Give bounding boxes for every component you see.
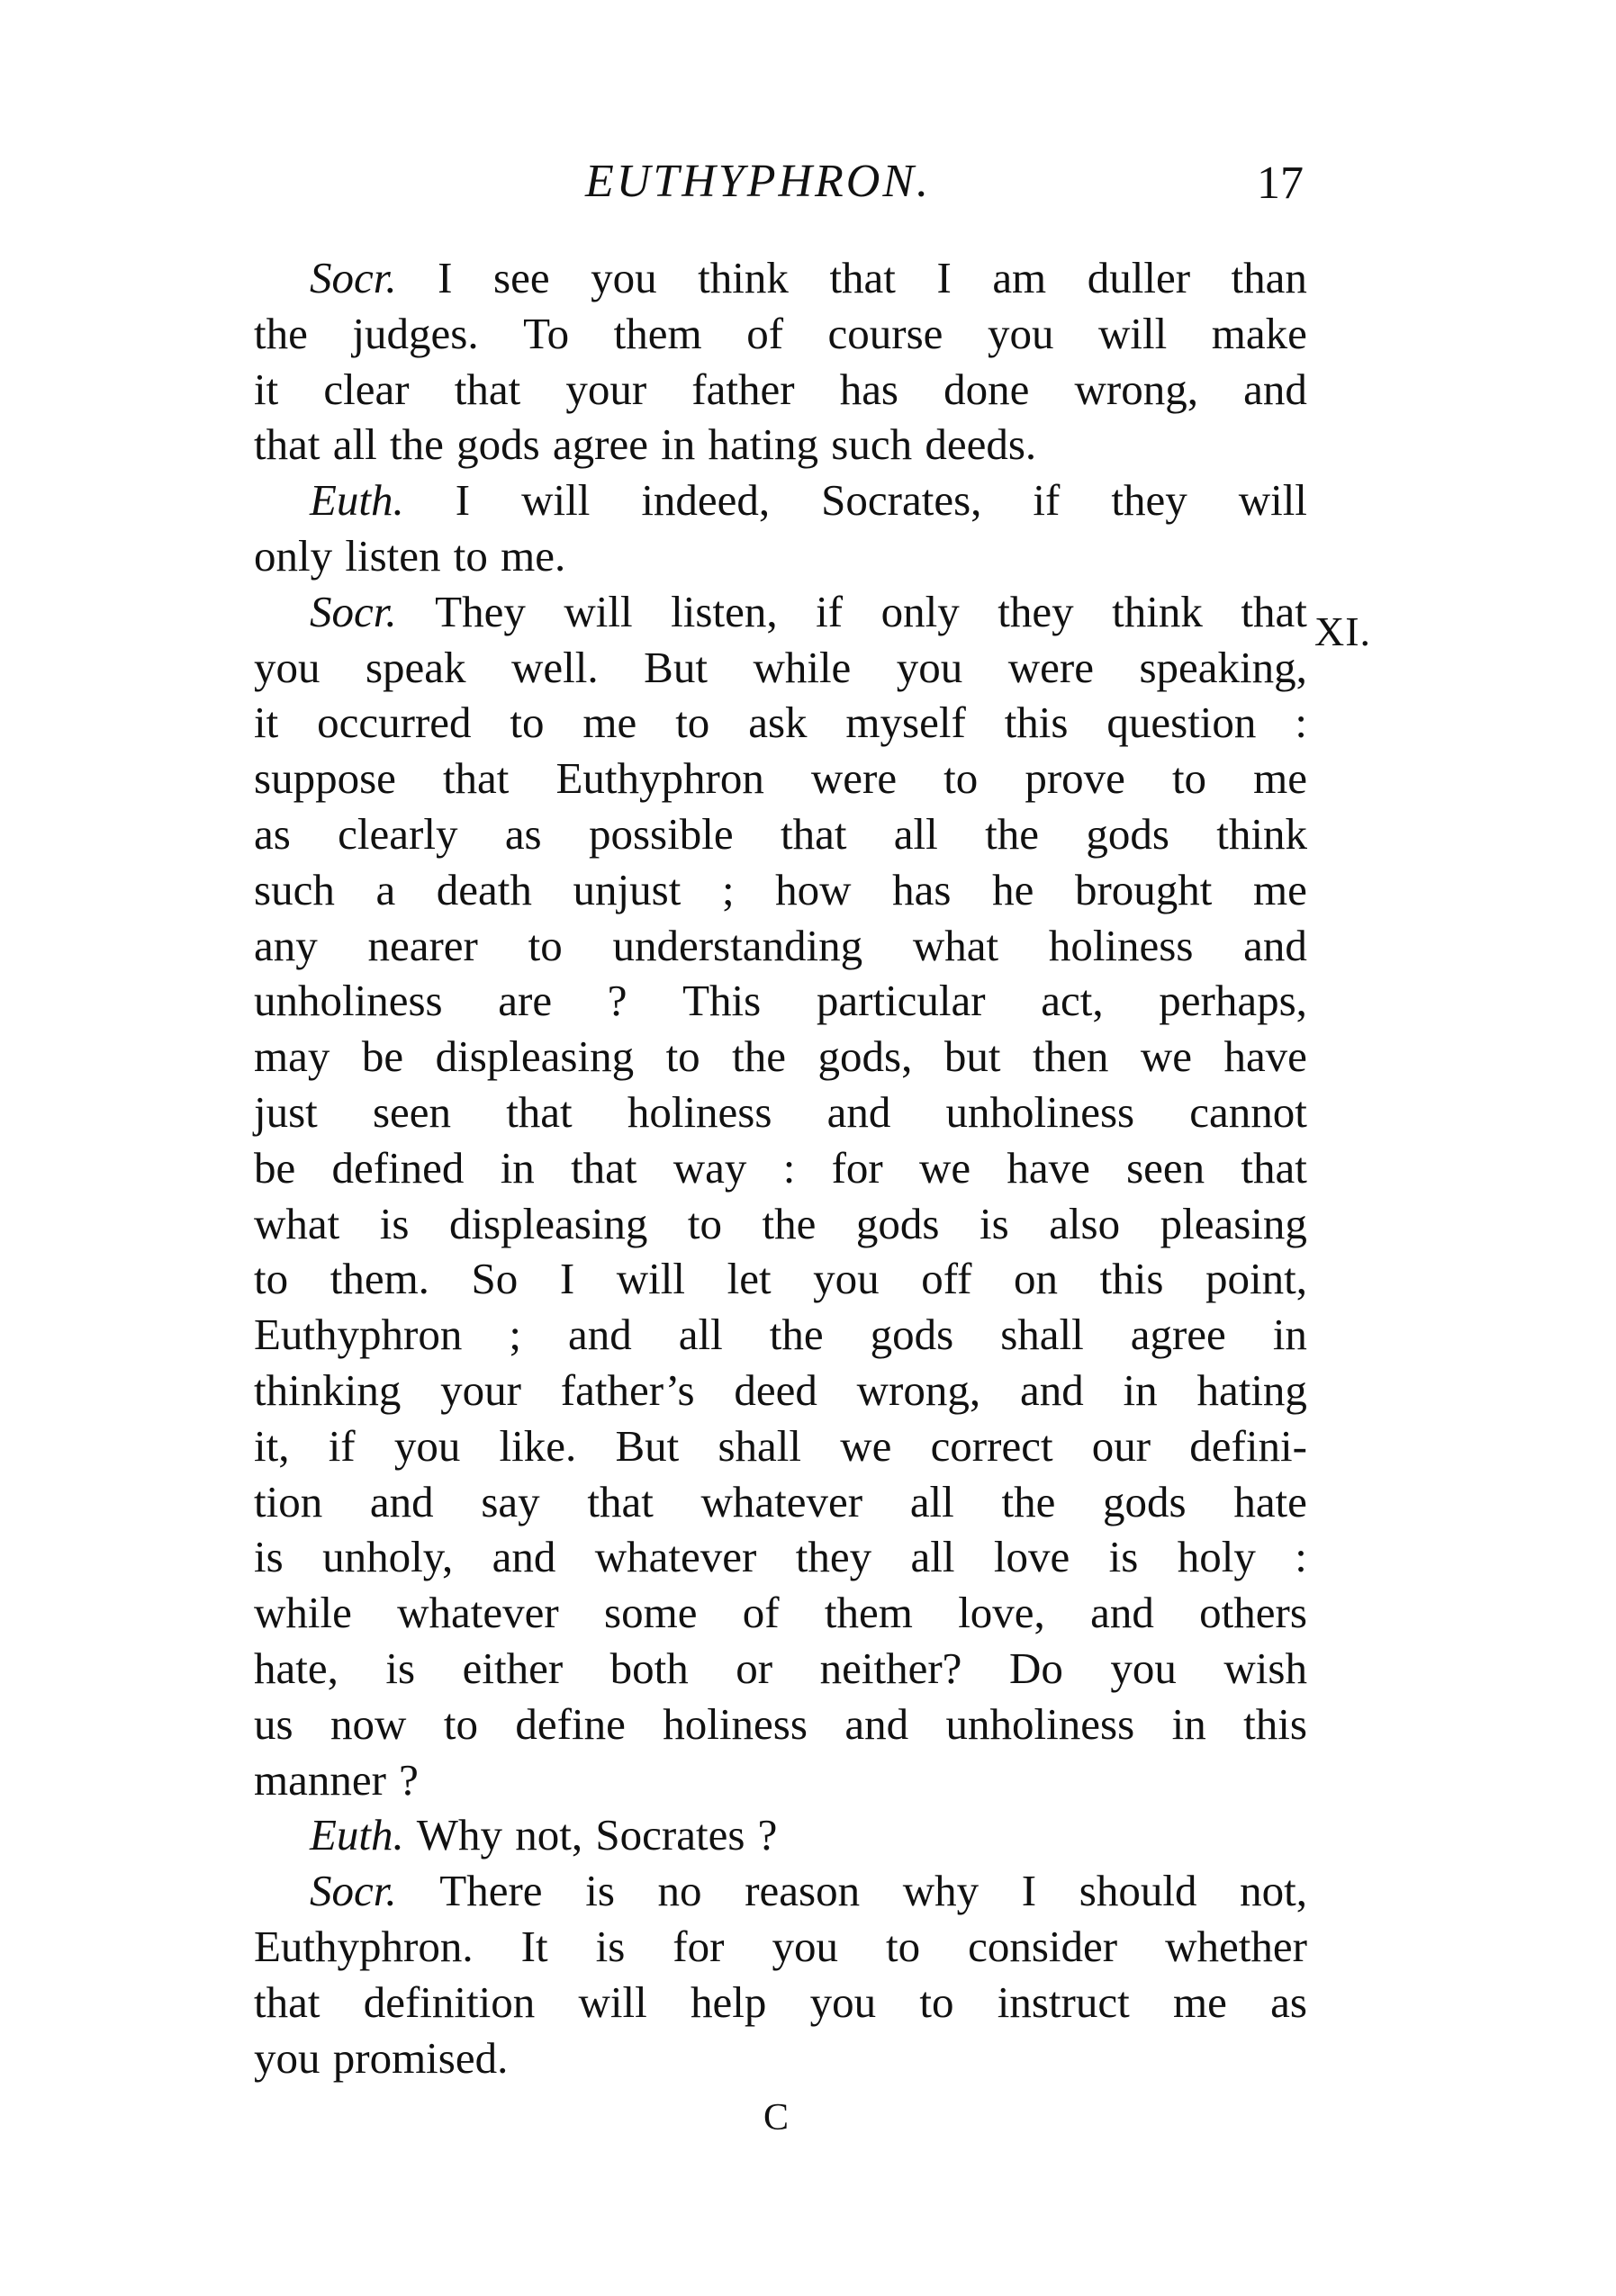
text-line: such a death unjust ; how has he brought me xyxy=(254,864,1307,914)
text-line: us now to define holiness and unholiness in this xyxy=(254,1698,1307,1749)
text-line: unholiness are ? This particular act, perhaps, xyxy=(254,976,1307,1026)
running-head: EUTHYPHRON. xyxy=(585,156,932,207)
text-line: Socr. I see you think that I am duller than xyxy=(254,250,1307,306)
speaker-label: Socr. xyxy=(310,1866,397,1916)
text-line: it occurred to me to ask myself this question : xyxy=(254,698,1307,748)
text-line: it clear that your father has done wrong, and xyxy=(254,364,1307,414)
text-line: what is displeasing to the gods is also pleasing xyxy=(254,1198,1307,1248)
text-line xyxy=(254,2030,1307,2086)
text-line: while whatever some of them love, and others xyxy=(254,1588,1307,1638)
text-line: thinking your father’s deed wrong, and in hating xyxy=(254,1364,1307,1415)
line-text: you promised. xyxy=(254,2032,509,2083)
text-line: to them. So I will let you off on this point, xyxy=(254,1254,1307,1304)
text-line: Euthyphron ; and all the gods shall agree in xyxy=(254,1310,1307,1360)
text-line: Socr. There is no reason why I should not, xyxy=(254,1863,1307,1919)
text-line: be defined in that way : for we have seen that xyxy=(254,1142,1307,1193)
page-number: 17 xyxy=(1257,158,1304,209)
dialogue-text xyxy=(254,250,1307,2085)
text-line: just seen that holiness and unholiness cannot xyxy=(254,1086,1307,1137)
text-line: hate, is either both or neither? Do you wish xyxy=(254,1643,1307,1693)
text-line: you speak well. But while you were speaking, xyxy=(254,642,1307,692)
text-line xyxy=(254,528,1307,584)
text-line: tion and say that whatever all the gods hate xyxy=(254,1476,1307,1526)
text-line: as clearly as possible that all the gods think xyxy=(254,808,1307,859)
text-line: is unholy, and whatever they all love is holy : xyxy=(254,1532,1307,1582)
speaker-label: Socr. xyxy=(310,586,397,636)
speaker-label: Socr. xyxy=(310,253,397,302)
text-line: may be displeasing to the gods, but then we have xyxy=(254,1031,1307,1082)
text-line: suppose that Euthyphron were to prove to me xyxy=(254,753,1307,804)
speaker-label: Euth. xyxy=(310,1810,404,1860)
text-line: the judges. To them of course you will make xyxy=(254,308,1307,358)
line-text: manner ? xyxy=(254,1754,419,1805)
text-line: Euth. I will indeed, Socrates, if they will xyxy=(254,473,1307,528)
text-line xyxy=(254,1752,1307,1808)
text-line: any nearer to understanding what holiness and xyxy=(254,920,1307,970)
text-line xyxy=(254,1807,1307,1863)
text-line: that definition will help you to instruct me as xyxy=(254,1976,1307,2027)
text-line: Euthyphron. It is for you to consider whether xyxy=(254,1921,1307,1971)
text-line: Socr. They will listen, if only they think that xyxy=(254,584,1307,640)
speaker-label: Euth. xyxy=(310,475,404,526)
signature-mark: C xyxy=(763,2097,791,2138)
section-marker: XI. xyxy=(1314,608,1372,654)
line-text: that all the gods agree in hating such deeds. xyxy=(254,419,1037,470)
text-line xyxy=(254,417,1307,473)
text-line: it, if you like. But shall we correct our defini- xyxy=(254,1420,1307,1471)
line-text: Why not, Socrates ? xyxy=(416,1810,778,1860)
line-text: only listen to me. xyxy=(254,530,566,581)
